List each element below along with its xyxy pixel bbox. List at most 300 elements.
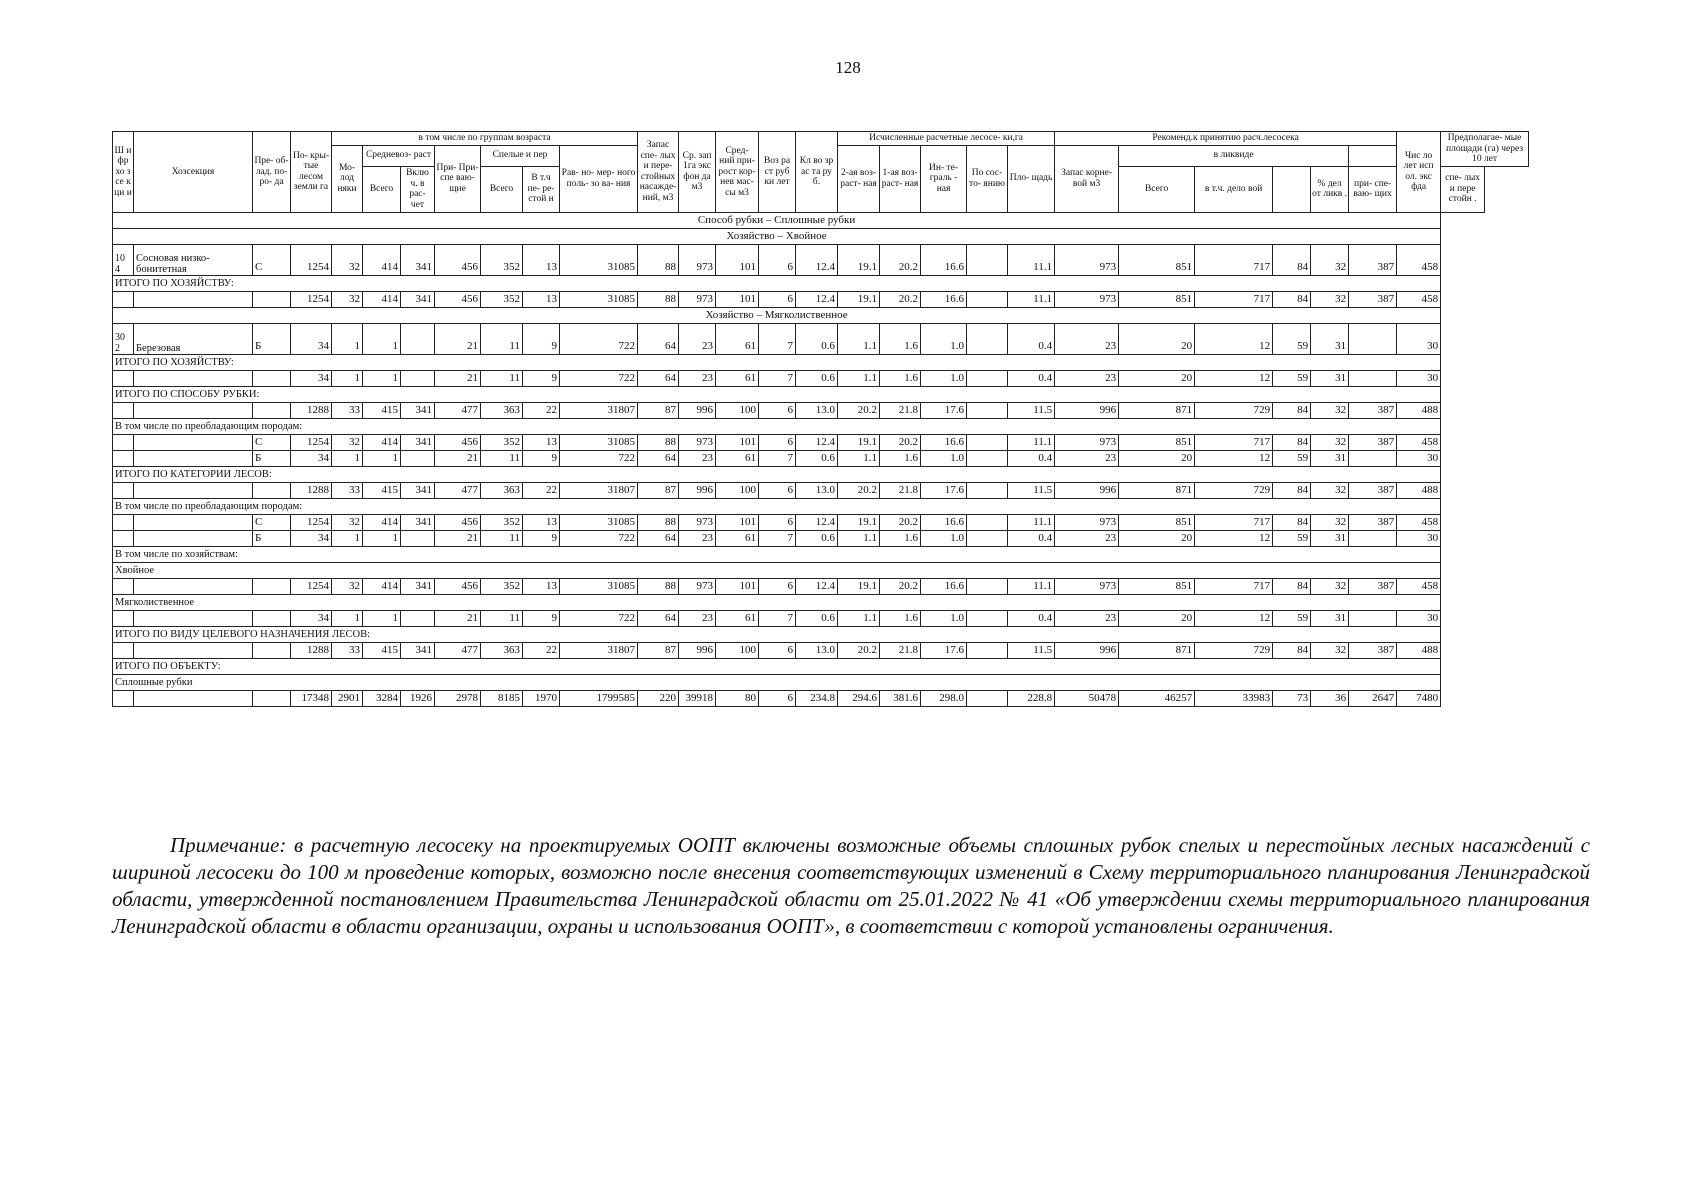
col-group-sredn: Средневоз- раст: [363, 145, 435, 166]
cell-value: 13.0: [796, 402, 838, 418]
cell-value: 21.8: [880, 402, 921, 418]
cell-value: 1254: [291, 434, 332, 450]
table-row: [113, 370, 1529, 386]
cell-value: 973: [1055, 434, 1119, 450]
cell-value: 6: [759, 514, 796, 530]
cell-value: 20.2: [838, 642, 880, 658]
cell-value: 9: [523, 370, 560, 386]
cell-value: 2647: [1349, 690, 1397, 706]
cell-value: 12: [1195, 450, 1273, 466]
cell-value: 23: [1055, 450, 1119, 466]
table-row: [113, 530, 1529, 546]
cell-value: 996: [1055, 482, 1119, 498]
cell-value: 973: [679, 578, 716, 594]
cell-poroda: С: [253, 244, 291, 275]
cell-value: 100: [716, 482, 759, 498]
cell-value: 23: [1055, 610, 1119, 626]
cell-value: 2901: [332, 690, 363, 706]
cell-value: 59: [1273, 610, 1311, 626]
cell-value: 39918: [679, 690, 716, 706]
col-zapas-korn: Запас корне- вой м3: [1055, 145, 1119, 212]
cell-shifr: [113, 610, 134, 626]
cell-value: 88: [638, 291, 679, 307]
cell-value: 415: [363, 482, 401, 498]
cell-value: 13.0: [796, 482, 838, 498]
table-row: [113, 690, 1529, 706]
cell-value: [1349, 450, 1397, 466]
cell-value: 88: [638, 578, 679, 594]
cell-value: 996: [1055, 642, 1119, 658]
cell-value: 100: [716, 402, 759, 418]
cell-value: 0.6: [796, 323, 838, 354]
cell-value: 34: [291, 450, 332, 466]
cell-value: 996: [1055, 402, 1119, 418]
cell-value: [1349, 370, 1397, 386]
cell-value: 20.2: [880, 514, 921, 530]
label-row: [113, 418, 1529, 434]
cell-value: 1: [332, 610, 363, 626]
cell-value: 722: [560, 370, 638, 386]
footnote-note: Примечание: в расчетную лесосеку на проектируемых ООПТ включены возможные объемы сплошных рубок спелых и перестойных лесных насаждений с шириной лесосеки до 100 м проведение которых, возможно после внесения соответствующих изменений в Схему территориального планирования Ленинградской области, утвержденной постановлением Правительства Ленинградской области от 25.01.2022 № 41 «Об утверждении схемы территориального планирования Ленинградской области в области организации, охраны и использования ООПТ», в соответствии с которой установлены ограничения.: [112, 833, 1590, 938]
cell-value: 294.6: [838, 690, 880, 706]
cell-value: 220: [638, 690, 679, 706]
cell-value: 381.6: [880, 690, 921, 706]
cell-shifr: [113, 291, 134, 307]
cell-khozsekciya: [134, 370, 253, 386]
cell-value: 722: [560, 450, 638, 466]
cell-value: [967, 244, 1008, 275]
cell-value: 64: [638, 370, 679, 386]
cell-value: 61: [716, 370, 759, 386]
cell-value: 341: [401, 244, 435, 275]
cell-value: 973: [1055, 291, 1119, 307]
cell-value: 1: [363, 610, 401, 626]
cell-value: 387: [1349, 402, 1397, 418]
section-row: [113, 212, 1529, 228]
cell-value: 1.0: [921, 323, 967, 354]
col-group-vozrast: в том числе по группам возраста: [332, 132, 638, 146]
cell-value: 88: [638, 434, 679, 450]
cell-value: 871: [1119, 402, 1195, 418]
cell-value: 21.8: [880, 482, 921, 498]
cell-value: 352: [481, 291, 523, 307]
label-row: [113, 498, 1529, 514]
cell-shifr: 10 4: [113, 244, 134, 275]
section-title: Хозяйство – Хвойное: [113, 228, 1441, 244]
cell-value: 3284: [363, 690, 401, 706]
cell-value: 341: [401, 578, 435, 594]
cell-value: [1349, 530, 1397, 546]
cell-value: 12.4: [796, 578, 838, 594]
row-label: ИТОГО ПО ХОЗЯЙСТВУ:: [113, 275, 1441, 291]
row-label: ИТОГО ПО СПОСОБУ РУБКИ:: [113, 386, 1441, 402]
cell-value: 32: [1311, 244, 1349, 275]
cell-khozsekciya: [134, 642, 253, 658]
cell-value: 61: [716, 530, 759, 546]
cell-poroda: [253, 642, 291, 658]
cell-value: 84: [1273, 434, 1311, 450]
col-prispev: При- При- спе ваю- щие: [435, 145, 481, 212]
cell-poroda: С: [253, 434, 291, 450]
cell-value: 9: [523, 450, 560, 466]
cell-value: 12: [1195, 530, 1273, 546]
cell-value: 80: [716, 690, 759, 706]
row-label: ИТОГО ПО ОБЪЕКТУ:: [113, 658, 1441, 674]
cell-value: 21: [435, 530, 481, 546]
cell-value: 22: [523, 642, 560, 658]
cell-value: 20: [1119, 370, 1195, 386]
cell-value: 477: [435, 402, 481, 418]
cell-value: 729: [1195, 642, 1273, 658]
cell-value: 30: [1397, 450, 1441, 466]
cell-value: 30: [1397, 370, 1441, 386]
cell-shifr: [113, 642, 134, 658]
label-row: [113, 275, 1529, 291]
cell-value: 488: [1397, 482, 1441, 498]
table-row: [113, 244, 1529, 275]
cell-poroda: [253, 578, 291, 594]
cell-value: 32: [1311, 291, 1349, 307]
table-head: [113, 132, 1529, 213]
row-label: Сплошные рубки: [113, 674, 1441, 690]
row-label: В том числе по преобладающим породам:: [113, 418, 1441, 434]
cell-value: 11.5: [1008, 482, 1055, 498]
table-row: [113, 578, 1529, 594]
col-sr-zap: Ср. зап 1га экс фон да м3: [679, 132, 716, 213]
cell-value: 0.4: [1008, 450, 1055, 466]
cell-value: 32: [1311, 402, 1349, 418]
cell-value: 1.1: [838, 530, 880, 546]
cell-shifr: [113, 530, 134, 546]
cell-khozsekciya: [134, 482, 253, 498]
cell-value: 717: [1195, 291, 1273, 307]
cell-value: 1254: [291, 578, 332, 594]
table-row: [113, 402, 1529, 418]
cell-value: 1.6: [880, 450, 921, 466]
label-row: [113, 658, 1529, 674]
cell-value: [967, 578, 1008, 594]
cell-value: 101: [716, 291, 759, 307]
cell-value: 415: [363, 642, 401, 658]
cell-value: [967, 323, 1008, 354]
cell-value: [967, 482, 1008, 498]
cell-value: 11.5: [1008, 402, 1055, 418]
cell-value: 729: [1195, 402, 1273, 418]
cell-poroda: [253, 402, 291, 418]
cell-value: [967, 690, 1008, 706]
cell-khozsekciya: Березовая: [134, 323, 253, 354]
cell-value: [967, 450, 1008, 466]
cell-value: 32: [1311, 642, 1349, 658]
cell-value: 363: [481, 402, 523, 418]
cell-value: 1.6: [880, 610, 921, 626]
cell-value: 2978: [435, 690, 481, 706]
col-group-ischisl: Исчисленные расчетные лесосе- ки,га: [838, 132, 1055, 146]
label-row: [113, 354, 1529, 370]
cell-value: 458: [1397, 291, 1441, 307]
cell-value: 11: [481, 610, 523, 626]
cell-value: 387: [1349, 578, 1397, 594]
cell-value: 0.6: [796, 370, 838, 386]
cell-value: 456: [435, 578, 481, 594]
cell-value: 973: [679, 291, 716, 307]
col-spel-vsego: Всего: [481, 166, 523, 212]
cell-value: 1: [332, 323, 363, 354]
cell-value: 12: [1195, 610, 1273, 626]
cell-value: 21.8: [880, 642, 921, 658]
cell-value: 1.6: [880, 323, 921, 354]
cell-value: [401, 610, 435, 626]
cell-value: 20.2: [838, 402, 880, 418]
cell-value: 1: [332, 370, 363, 386]
cell-value: 352: [481, 578, 523, 594]
cell-value: 87: [638, 402, 679, 418]
cell-value: 851: [1119, 291, 1195, 307]
cell-value: 11: [481, 450, 523, 466]
col-molod: Мо- лод няки: [332, 145, 363, 212]
col-delovoy: в т.ч. дело вой: [1195, 166, 1273, 212]
cell-value: [967, 514, 1008, 530]
cell-value: 1: [332, 450, 363, 466]
cell-value: 722: [560, 610, 638, 626]
cell-value: 87: [638, 642, 679, 658]
cell-value: 456: [435, 291, 481, 307]
cell-value: 21: [435, 450, 481, 466]
cell-khozsekciya: [134, 610, 253, 626]
cell-value: 851: [1119, 578, 1195, 594]
cell-value: 64: [638, 530, 679, 546]
table-row: [113, 323, 1529, 354]
cell-value: 33: [332, 482, 363, 498]
cell-value: 1288: [291, 402, 332, 418]
cell-value: 34: [291, 610, 332, 626]
cell-value: 6: [759, 434, 796, 450]
row-label: В том числе по хозяйствам:: [113, 546, 1441, 562]
cell-value: 33: [332, 402, 363, 418]
cell-value: 59: [1273, 450, 1311, 466]
col-proc-del: % дел от ликв .: [1311, 166, 1349, 212]
cell-value: 1254: [291, 244, 332, 275]
cell-value: 12: [1195, 370, 1273, 386]
cell-value: 23: [679, 370, 716, 386]
cell-khozsekciya: [134, 514, 253, 530]
cell-value: 34: [291, 530, 332, 546]
cell-value: 851: [1119, 514, 1195, 530]
cell-value: 19.1: [838, 244, 880, 275]
cell-value: 84: [1273, 578, 1311, 594]
cell-value: 101: [716, 244, 759, 275]
cell-value: 458: [1397, 434, 1441, 450]
cell-value: 100: [716, 642, 759, 658]
col-zapas: Запас спе- лых и пере- стойных насажде- ний, м3: [638, 132, 679, 213]
cell-value: 21: [435, 370, 481, 386]
cell-value: 6: [759, 642, 796, 658]
cell-value: 488: [1397, 402, 1441, 418]
cell-value: 19.1: [838, 578, 880, 594]
section-row: [113, 307, 1529, 323]
cell-value: 477: [435, 642, 481, 658]
cell-value: 1.0: [921, 450, 967, 466]
row-label: Хвойное: [113, 562, 1441, 578]
cell-value: 20: [1119, 610, 1195, 626]
cell-value: 32: [1311, 434, 1349, 450]
section-title: Хозяйство – Мягколиственное: [113, 307, 1441, 323]
cell-value: 88: [638, 244, 679, 275]
cell-shifr: [113, 402, 134, 418]
row-label: ИТОГО ПО КАТЕГОРИИ ЛЕСОВ:: [113, 466, 1441, 482]
cell-value: [1349, 323, 1397, 354]
cell-value: 387: [1349, 434, 1397, 450]
cell-value: 456: [435, 244, 481, 275]
cell-value: 64: [638, 610, 679, 626]
forest-table-wrap: [112, 131, 1529, 707]
section-title: Способ рубки – Сплошные рубки: [113, 212, 1441, 228]
label-row: [113, 546, 1529, 562]
cell-value: 6: [759, 291, 796, 307]
cell-value: 0.4: [1008, 610, 1055, 626]
cell-value: 8185: [481, 690, 523, 706]
cell-value: 6: [759, 578, 796, 594]
col-pokryt: По- кры- тые лесом земли га: [291, 132, 332, 213]
cell-value: 31: [1311, 530, 1349, 546]
cell-value: 13: [523, 244, 560, 275]
cell-value: 12.4: [796, 514, 838, 530]
cell-value: 0.6: [796, 610, 838, 626]
cell-value: 228.8: [1008, 690, 1055, 706]
label-row: [113, 466, 1529, 482]
cell-value: 11.1: [1008, 514, 1055, 530]
cell-value: 851: [1119, 434, 1195, 450]
cell-value: 7: [759, 450, 796, 466]
cell-value: 31085: [560, 514, 638, 530]
cell-value: 12: [1195, 323, 1273, 354]
cell-value: 22: [523, 482, 560, 498]
cell-value: 84: [1273, 514, 1311, 530]
cell-value: 973: [679, 244, 716, 275]
cell-value: 1.0: [921, 530, 967, 546]
cell-value: 415: [363, 402, 401, 418]
cell-value: 31085: [560, 244, 638, 275]
cell-value: 0.4: [1008, 370, 1055, 386]
cell-value: 16.6: [921, 578, 967, 594]
cell-value: 33: [332, 642, 363, 658]
cell-poroda: [253, 291, 291, 307]
cell-value: 36: [1311, 690, 1349, 706]
cell-value: [967, 642, 1008, 658]
cell-value: 973: [679, 434, 716, 450]
cell-value: 7: [759, 323, 796, 354]
cell-value: 996: [679, 482, 716, 498]
cell-poroda: С: [253, 514, 291, 530]
cell-value: 6: [759, 244, 796, 275]
cell-value: 973: [1055, 578, 1119, 594]
row-label: ИТОГО ПО ХОЗЯЙСТВУ:: [113, 354, 1441, 370]
cell-value: 20.2: [880, 434, 921, 450]
table-row: [113, 291, 1529, 307]
cell-value: 31: [1311, 370, 1349, 386]
cell-value: 1288: [291, 642, 332, 658]
cell-shifr: [113, 370, 134, 386]
cell-value: 234.8: [796, 690, 838, 706]
cell-khozsekciya: [134, 291, 253, 307]
cell-shifr: 30 2: [113, 323, 134, 354]
cell-khozsekciya: [134, 434, 253, 450]
table-row: [113, 450, 1529, 466]
cell-value: 717: [1195, 244, 1273, 275]
col-prisp: при- спе- ваю- щих: [1349, 166, 1397, 212]
cell-value: 59: [1273, 530, 1311, 546]
col-ploshad: Пло- щадь: [1008, 145, 1055, 212]
cell-value: [967, 610, 1008, 626]
col-preobl: Пре- об- лад. по- ро- да: [253, 132, 291, 213]
cell-value: 7: [759, 370, 796, 386]
col-group-spelye: Спелые и пер: [481, 145, 560, 166]
col-integr: Ин- те- граль - ная: [921, 145, 967, 212]
cell-value: 31085: [560, 578, 638, 594]
col-po-sost: По сос- то- янию: [967, 145, 1008, 212]
cell-value: 1: [363, 530, 401, 546]
cell-value: 32: [1311, 514, 1349, 530]
row-label: Мягколиственное: [113, 594, 1441, 610]
cell-value: 1: [363, 323, 401, 354]
cell-value: 31085: [560, 291, 638, 307]
cell-value: 31085: [560, 434, 638, 450]
cell-value: 387: [1349, 514, 1397, 530]
cell-value: 46257: [1119, 690, 1195, 706]
forest-cutting-table: [112, 131, 1529, 707]
cell-value: 1: [363, 450, 401, 466]
cell-value: 31: [1311, 323, 1349, 354]
cell-value: [1349, 610, 1397, 626]
col-klass: Кл во зр ас та ру б.: [796, 132, 838, 213]
cell-value: 23: [679, 323, 716, 354]
cell-value: 0.4: [1008, 323, 1055, 354]
table-row: [113, 514, 1529, 530]
cell-value: 84: [1273, 291, 1311, 307]
cell-value: 414: [363, 514, 401, 530]
cell-value: 0.6: [796, 450, 838, 466]
col-2ya: 2-ая воз- раст- ная: [838, 145, 880, 212]
cell-value: 11: [481, 530, 523, 546]
cell-value: 973: [1055, 514, 1119, 530]
cell-value: [401, 530, 435, 546]
table-row: [113, 642, 1529, 658]
cell-value: 352: [481, 434, 523, 450]
row-label: ИТОГО ПО ВИДУ ЦЕЛЕВОГО НАЗНАЧЕНИЯ ЛЕСОВ:: [113, 626, 1441, 642]
cell-shifr: [113, 514, 134, 530]
cell-value: [401, 450, 435, 466]
cell-value: 6: [759, 690, 796, 706]
cell-value: 12.4: [796, 291, 838, 307]
cell-value: 61: [716, 610, 759, 626]
cell-value: 30: [1397, 610, 1441, 626]
cell-value: 414: [363, 578, 401, 594]
cell-khozsekciya: [134, 530, 253, 546]
cell-value: 11.1: [1008, 291, 1055, 307]
cell-value: 16.6: [921, 434, 967, 450]
cell-value: 50478: [1055, 690, 1119, 706]
cell-value: 23: [679, 610, 716, 626]
cell-value: 363: [481, 482, 523, 498]
col-group-likv: в ликвиде: [1119, 145, 1349, 166]
cell-value: 101: [716, 578, 759, 594]
cell-value: 23: [1055, 323, 1119, 354]
cell-value: 34: [291, 370, 332, 386]
cell-value: 101: [716, 434, 759, 450]
cell-value: 1970: [523, 690, 560, 706]
cell-value: 34: [291, 323, 332, 354]
cell-value: 11.1: [1008, 244, 1055, 275]
